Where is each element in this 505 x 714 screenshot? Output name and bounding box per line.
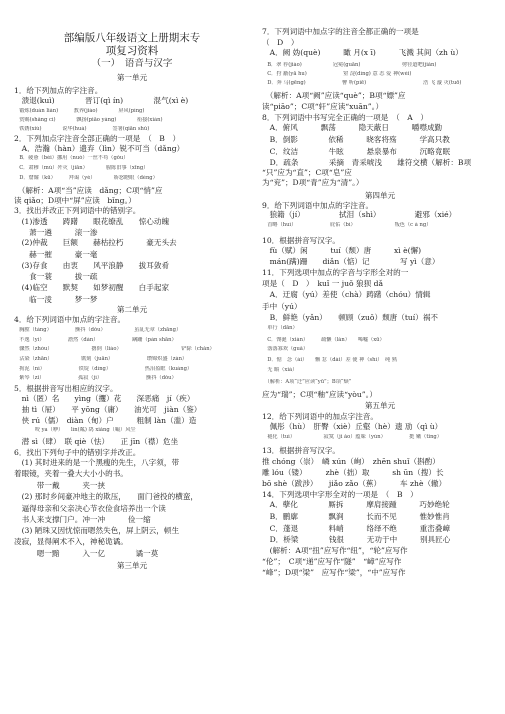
text-line: B．鹏廓 飘涧 长而不见 惟妙惟肖 [262,512,450,521]
text-line: “只”应为“直”；C项“皂”应 [262,168,352,177]
text-line: （ D ） [262,38,299,47]
text-line: 临一淩 梦一梦 [14,295,98,304]
text-line: (3) 陋珠又因忧惊而嗯然失色，屏上阴云，顿生 [14,526,180,535]
text-line: (1)渗透 踌躇 眼花缭乱 惊心动魄 [14,217,170,226]
text-line: 无 暇（xiá） [262,367,298,373]
text-line: A．俯风 飘荡 隐天蔽日 嚼噤成勤 [262,123,443,132]
text-line: 8．下列词语中书写完全正确的一项是 （ A ） [262,113,428,122]
text-line: C．肃穆（mù）歼灭（jiān） 腥陈旧事（xīng） [14,165,149,171]
text-line: (解析：A项“扭”应写作“纽”，“轮”应写作 [262,546,408,555]
text-line: 部编版八年级语文上册期末专 [63,32,201,44]
text-line: mán(蹒)跚 diǎn（惦）记 写 yì（意） [262,257,440,266]
text-line: 赏赐(shǎng cì) 飘扬(piāo yáng) 衔接(xián) [14,117,163,123]
text-line: 单行（dān） [262,325,298,331]
text-line: 为“兖”；D项“青”应为“清”。） [262,178,364,187]
text-line: (4)临空 默契 如梦初醒 白手起家 [14,283,170,292]
text-line: 第二单元 [116,305,148,314]
text-line: 骤然（zhòu） 撂倒（liào） 铲除（chǎn） [14,346,215,352]
text-line: 应为“瑞”；C项“釉”应读“yòu”。） [262,390,377,399]
text-line: fù（赋）闲 tuí（颓）唐 xì è(懈) [262,246,422,255]
text-line: 狼籍（jí） 拭泪（shì） 避邪（xié） [262,210,457,219]
text-line: 4．给下列词语中加点的字注音。 [14,315,126,324]
text-line: (1) 其时进来的是一个黑瘦的先生，八字须，带 [14,458,180,467]
text-line: bō shè（跋涉） jiǎo zǎo（蕉） 车 zhè（辙） [262,479,447,488]
text-line: 14．下列选项中字形全对的一项是 （ B ） [262,490,418,499]
text-line: 侠 rú（儒） diàn（甸）户 粗制 làn（滥）造 [14,416,197,425]
text-line: 胸膛（táng） 颤抖（dǒu） 虽乱无章（zhāng） [14,327,182,333]
text-line: 嗯一黯 入一亿 谲一莫 [14,549,159,558]
text-line: 褪化（tuì） 寂寞（ji ǎo）蕴味（yùn） 挺 嫩（tǐng） [262,434,442,440]
text-line: 紫琴（zǐ） 孤寂（jì） 颤抖（dǒu） [14,375,177,381]
text-line: 书人来支撑门户。冲一冲 俭一缩 [14,515,151,524]
text-line: 手中（yú） [262,302,302,311]
text-line: D．窟窿（kū） 拜谒（yè） 娇怒瞪眼（dèng） [14,175,158,181]
text-line: 咬 ya（咿） lín(粼) 鸪 xiǎng（嘬）风尘 [14,427,136,433]
text-line: 6．找出下列句子中的错别字并改正。 [14,448,141,457]
text-line: C．狩 蔽(yā hu) 窒 淀(dìng) 意 态 爱 神(wéi) [262,71,412,77]
text-line: “峰”；D项“梁” 应写作“梁”，“中”应写作 [262,568,406,577]
text-line: （解析：A项“迂”应读“yū”；B项“颓” [262,379,352,385]
text-line: (2)仲裁 巨额 赫枯拉朽 豪无头去 [14,238,177,247]
text-line: 不逸（yì） 澹然（dàn） 蹒跚（pán shān） [14,337,177,343]
text-line: 第四单元 [364,191,396,200]
text-line: 潜 sì（肆） 联 qiè（怯） 正 jīn（襟）危坐 [14,437,179,446]
text-line: 读 qiǎo；D项中“屏”应读 bǐng。） [14,196,136,205]
text-line: 带一戴 夹一挟 [14,481,106,490]
text-line: D．桥梁 钱很 无功于中 别具匠心 [262,535,451,544]
text-line: 7．下列词语中加点字的注音全都正确的一项是 [262,27,419,36]
text-line: A．孽化 厮拆 摩肩接踵 巧妙绝轮 [262,500,450,509]
text-line: （解析：A项“当”应读 dǎng；C项“悄”应 [14,186,163,195]
text-line: 5．根据拼音写出相应的汉字。 [14,384,118,393]
text-line: 逼得母亲和父亲决心节衣俭食培养出一个读 [14,504,166,513]
text-line: 第一单元 [116,73,148,82]
text-line: B．鲜艳（yǎn） 顿顾（zuǒ）颓唐（tuí）祸不 [262,313,439,322]
text-line: (2) 那时乡间豪冲地主的欺压， 面门爸投的横蛮， [14,492,199,501]
text-line: A．阙 妫(què) 瞰 月(x ī) 飞溅 其间（zh ù） [262,48,463,57]
text-line: 读“piāo”；C项“轩”应读“xuān”。） [262,102,384,111]
text-line: 3．找出并改正下列词语中的错别字。 [14,206,141,215]
text-line: 第五单元 [364,401,396,410]
text-line: A．浩瀚（hàn）遗弃（lìn）锐不可当（dǎng） [14,144,185,153]
text-line: 佩彤（hù） 肝臀（xiè）丘壑（hè）遗 劢（qì ù） [262,422,443,431]
text-line: 拘泥（nì） 铁锭（dìng） 热泪盈眶（kuàng） [14,366,193,372]
text-line: 9．给下列词语中加点的字注音。 [262,201,374,210]
text-line: 溃退(kuì) 晋订(qì ín) 混气(xì è) [14,96,189,105]
text-line: 首略（huì） 庇佑（bì） 叛色（c à ng） [262,222,432,228]
text-line: A．迂腐（yú）差使（chà）踌躇（chóu）情辑 [262,290,431,299]
text-line: D．疏条 采摘 青采唬浅 雄符交横（解析：B项 [262,158,472,167]
text-line: 铁锈(xiù) 说华(huá) 签署(qiān shǔ) [14,126,150,132]
text-line: (3)存食 由衷 风平浪静 拔耳敛肴 [14,261,170,270]
text-line: 项复习资料 [105,45,159,57]
text-line: 赫一摧 豪一毫 [14,250,98,259]
text-line: 1．给下列加点的字注音。 [14,86,103,95]
text-line: 着眼镜，夹着一叠大大小小的书。 [14,469,128,478]
text-line: D．惦 念（ài） 懈 怠（dài）差 使 神（shì） 纯 熟 [262,357,397,363]
text-line: B．翠 荐(jiào) 冠冕(guān) 剪径道吧(jiǎn) [262,62,437,68]
text-line: 锻炼(duàn liàn) 教养(jiào) 屏风(píng) [14,108,145,114]
text-line: 11．下列选项中加点的字音与字形全对的一 [262,268,409,277]
text-line: 凌寂，显得阐术不入，神秘诡谲。 [14,537,128,546]
text-line: B．倒影 依稀 晓客将殇 学高只教 [262,135,450,144]
text-line: C．蓬退 料峭 络绎不绝 重峦叠嶂 [262,524,451,533]
text-line: 2．下列加点字注音全部正确的一项是 （ B ） [14,134,181,143]
text-line: D．奔 马(gēng) 瞥 听(piē) 浩 飞 漩 灭(tuō) [262,80,462,86]
text-line: 10．根据拼音写汉字。 [262,236,341,245]
text-line: nì（匿）名 yìng（攫）花 深恶痛 jí（疾） [14,394,195,403]
text-line: B．疲惫（bèi）挪用（nuó）一丝不苟（gǒu） [14,155,129,161]
text-line: C．纹洁 牛眩 悬泉暴布 沉略竟眠 [262,147,451,156]
text-line: 抽 tì（屉） 平 yōng（庸） 油光可 jiàn（鉴） [14,405,202,414]
text-line: （一） 语音与汉字 [91,58,173,69]
text-line: 落落寡欢（guǎ） [262,346,309,352]
text-line: 第三单元 [116,561,148,570]
text-line: 萧一遴 滚一渗 [14,228,98,237]
text-line: “伦”； C项“递”应写作“隧” “嶂”应写作 [262,557,402,566]
text-line: 雕 lóu（镂） zhè（拙）取 sh ūn（搜）长 [262,468,444,477]
text-line: C．馋涎（xiàn） 疏懒（lǎn） 唏嘘（xū） [262,337,385,343]
text-line: 项是（ D ） kuǐ 一 juǒ 狼狈 dǎ [262,279,384,288]
text-line: （解析：A项“阙”应读“què”；B项“嫖”应 [262,91,406,100]
text-line: 12．给下列词语中的加点字注音。 [262,412,378,421]
text-line: 沾染（zhān） 镌刻（juān） 瓒锦炽盛（zàn） [14,356,188,362]
text-line: 食一蓑 拔一疏 [14,272,98,281]
text-line: 13．根据拼音写汉字。 [262,446,341,455]
text-line: 推 chóng（崇） 嶙 xún（峋） zhēn shuǐ（斟酌） [262,457,440,466]
